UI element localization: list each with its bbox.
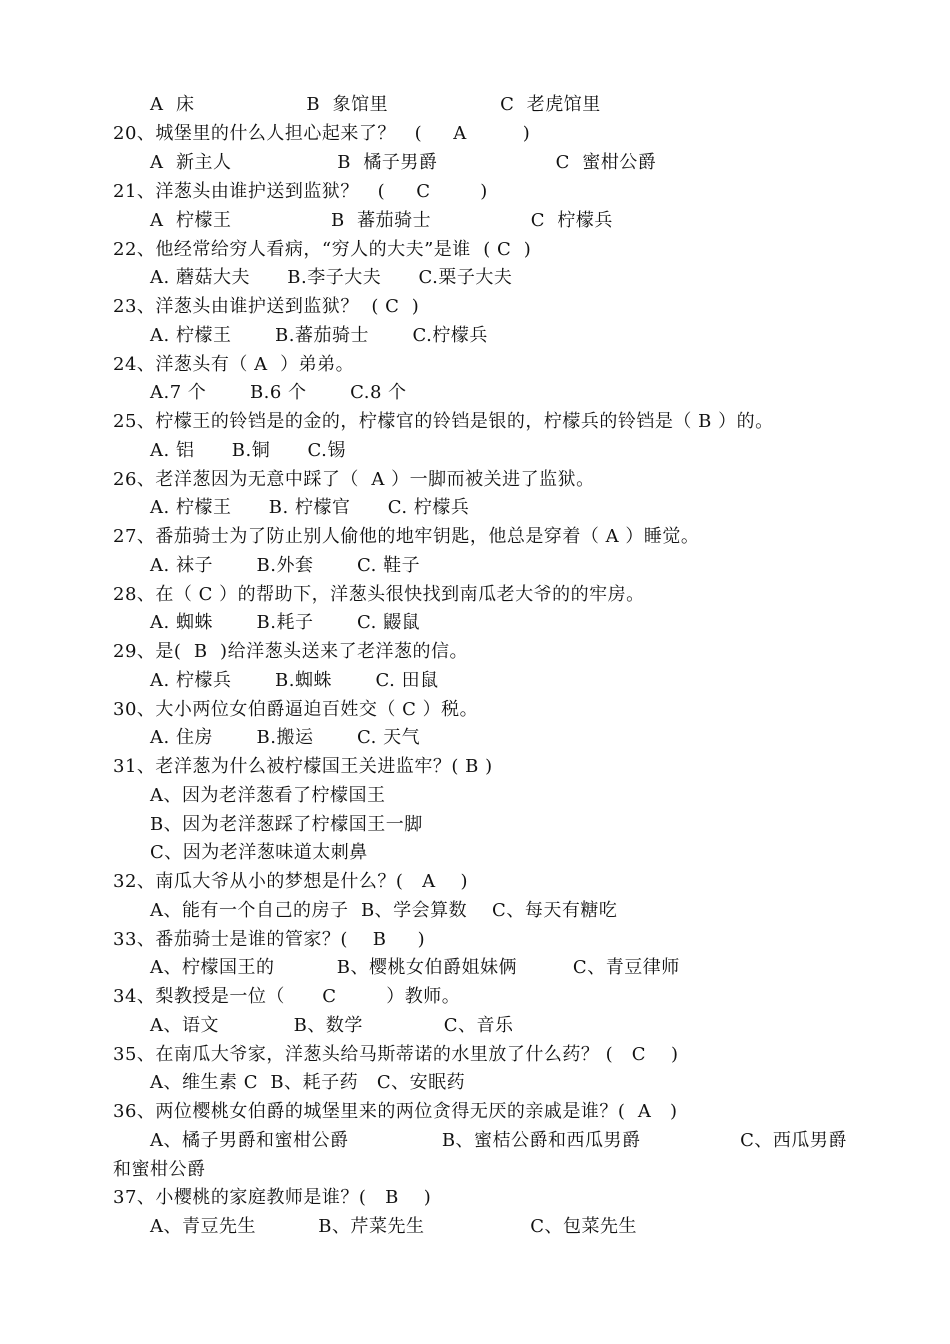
option-line: A、青豆先生 B、芹菜先生 C、包菜先生 xyxy=(150,1216,637,1237)
question-line: 34、梨教授是一位（ C ）教师。 xyxy=(113,986,461,1007)
option-line: A、橘子男爵和蜜柑公爵 B、蜜桔公爵和西瓜男爵 C、西瓜男爵 xyxy=(150,1130,847,1151)
question-line: 25、柠檬王的铃铛是的金的，柠檬官的铃铛是银的，柠檬兵的铃铛是（ B ）的。 xyxy=(113,411,774,432)
option-line: A 柠檬王 B 蕃茄骑士 C 柠檬兵 xyxy=(150,210,613,231)
question-line: 26、老洋葱因为无意中踩了（ A ）一脚而被关进了监狱。 xyxy=(113,469,595,490)
question-line: 28、在（ C ）的帮助下，洋葱头很快找到南瓜老大爷的的牢房。 xyxy=(113,584,645,605)
question-line: 30、大小两位女伯爵逼迫百姓交（ C ）税。 xyxy=(113,699,479,720)
option-line: A. 铝 B.铜 C.锡 xyxy=(150,440,346,461)
option-line: A 床 B 象馆里 C 老虎馆里 xyxy=(150,94,601,115)
option-line: A、柠檬国王的 B、樱桃女伯爵姐妹俩 C、青豆律师 xyxy=(150,957,680,978)
option-line: A、因为老洋葱看了柠檬国王 xyxy=(150,785,386,806)
wrapped-line: 和蜜柑公爵 xyxy=(113,1159,206,1180)
option-line: A、维生素 C B、耗子药 C、安眠药 xyxy=(150,1072,466,1093)
option-line: A 新主人 B 橘子男爵 C 蜜柑公爵 xyxy=(150,152,657,173)
option-line: A.7 个 B.6 个 C.8 个 xyxy=(150,382,407,403)
option-line: A、能有一个自己的房子 B、学会算数 C、每天有糖吃 xyxy=(150,900,618,921)
question-line: 22、他经常给穷人看病，“穷人的大夫”是谁 ( C ) xyxy=(113,239,532,260)
option-line: A、语文 B、数学 C、音乐 xyxy=(150,1015,514,1036)
question-line: 32、南瓜大爷从小的梦想是什么？( A ) xyxy=(113,871,468,892)
question-line: 36、两位樱桃女伯爵的城堡里来的两位贪得无厌的亲戚是谁？( A ) xyxy=(113,1101,678,1122)
question-line: 29、是( B )给洋葱头送来了老洋葱的信。 xyxy=(113,641,469,662)
question-line: 35、在南瓜大爷家，洋葱头给马斯蒂诺的水里放了什么药？ ( C ) xyxy=(113,1044,679,1065)
question-line: 21、洋葱头由谁护送到监狱？ ( C ) xyxy=(113,181,488,202)
option-line: A. 柠檬王 B.蕃茄骑士 C.柠檬兵 xyxy=(150,325,488,346)
option-line: A. 柠檬兵 B.蜘蛛 C. 田鼠 xyxy=(150,670,439,691)
option-line: B、因为老洋葱踩了柠檬国王一脚 xyxy=(150,814,423,835)
option-line: A. 袜子 B.外套 C. 鞋子 xyxy=(150,555,421,576)
question-line: 24、洋葱头有（ A ）弟弟。 xyxy=(113,354,355,375)
question-line: 27、番茄骑士为了防止别人偷他的地牢钥匙，他总是穿着（ A ）睡觉。 xyxy=(113,526,700,547)
option-line: A. 蘑菇大夫 B.李子大夫 C.栗子大夫 xyxy=(150,267,513,288)
question-line: 31、老洋葱为什么被柠檬国王关进监牢？( B ) xyxy=(113,756,493,777)
option-line: A. 蜘蛛 B.耗子 C. 鼹鼠 xyxy=(150,612,421,633)
option-line: A. 住房 B.搬运 C. 天气 xyxy=(150,727,421,748)
option-line: A. 柠檬王 B. 柠檬官 C. 柠檬兵 xyxy=(150,497,470,518)
question-line: 23、洋葱头由谁护送到监狱？ ( C ) xyxy=(113,296,420,317)
option-line: C、因为老洋葱味道太刺鼻 xyxy=(150,842,368,863)
question-line: 33、番茄骑士是谁的管家？( B ) xyxy=(113,929,426,950)
question-line: 37、小樱桃的家庭教师是谁？( B ) xyxy=(113,1187,432,1208)
question-line: 20、城堡里的什么人担心起来了？ ( A ) xyxy=(113,123,531,144)
